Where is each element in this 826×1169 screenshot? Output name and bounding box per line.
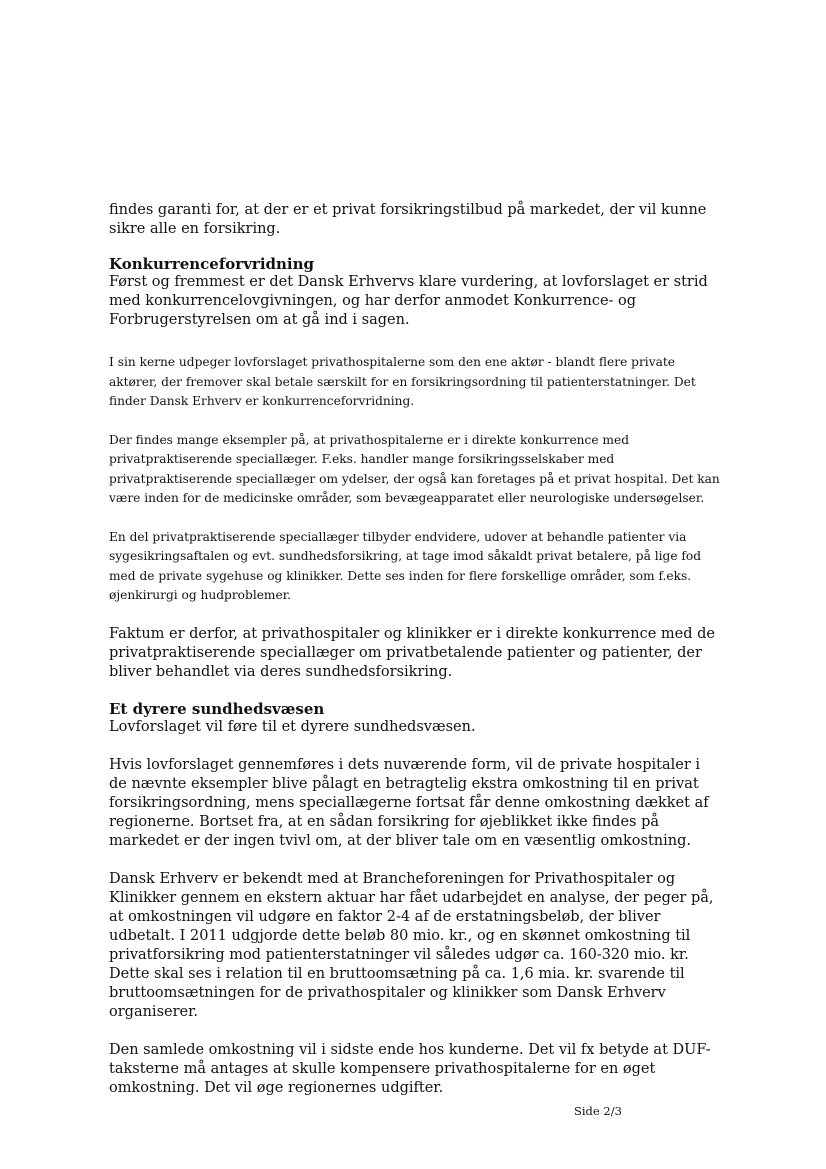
section-heading-sundhedsvaesen: Et dyrere sundhedsvæsen (109, 699, 325, 718)
konkurrence-paragraph-3: Der findes mange eksempler på, at privathospitalerne er i direkte konkurrence med privatpraktiserende speciallæger. F.eks. handler mange forsikringsselskaber med privatpraktiserende speciallæger om ydelser, der også kan foretages på et privat hospital. Det kan være inden for de medicinske områder, som bevægeapparatet eller neurologiske undersøgelser. (109, 432, 720, 505)
sundhedsvaesen-paragraph-2: Hvis lovforslaget gennemføres i dets nuværende form, vil de private hospitaler i de nævnte eksempler blive pålagt en betragtelig ekstra omkostning til en privat forsikringsordning, mens speciallægerne fortsat får denne omkostning dækket af regionerne. Bortset fra, at en sådan forsikring for øjeblikket ikke findes på markedet er der ingen tvivl om, at der bliver tale om en væsentlig omkostning. (109, 756, 709, 849)
sundhedsvaesen-paragraph-1: Lovforslaget vil føre til et dyrere sundhedsvæsen. (109, 718, 476, 735)
intro-paragraph: findes garanti for, at der er et privat forsikringstilbud på markedet, der vil kunne sikre alle en forsikring. (109, 202, 707, 237)
document-page (109, 201, 719, 1098)
section-heading-konkurrence: Konkurrenceforvridning (109, 255, 315, 273)
page-number: Side 2/3 (574, 1104, 622, 1118)
konkurrence-paragraph-2: I sin kerne udpeger lovforslaget privathospitalerne som den ene aktør - blandt flere private aktører, der fremover skal betale særskilt for en forsikringsordning til patienterstatninger. Det finder Dansk Erhverv er konkurrenceforvridning. (109, 355, 696, 408)
konkurrence-paragraph-4: En del privatpraktiserende speciallæger tilbyder endvidere, udover at behandle patienter via sygesikringsaftalen og evt. sundhedsforsikring, at tage imod såkaldt privat betalere, på lige fod med de private sygehuse og klinikker. Dette ses inden for flere forskellige områder, som f.eks. øjenkirurgi og hudproblemer. (109, 529, 702, 602)
sundhedsvaesen-paragraph-4: Den samlede omkostning vil i sidste ende hos kunderne. Det vil fx betyde at DUF-taksterne må antages at skulle kompensere privathospitalerne for en øget omkostning. Det vil øge regionernes udgifter. (109, 1041, 711, 1096)
sundhedsvaesen-paragraph-3: Dansk Erhverv er bekendt med at Brancheforeningen for Privathospitaler og Klinikker gennem en ekstern aktuar har fået udarbejdet en analyse, der peger på, at omkostningen vil udgøre en faktor 2-4 af de erstatningsbeløb, der bliver udbetalt. I 2011 udgjorde dette beløb 80 mio. kr., og en skønnet omkostning til privatforsikring mod patienterstatninger vil således udgør ca. 160-320 mio. kr. Dette skal ses i relation til en bruttoomsætning på ca. 1,6 mia. kr. svarende til bruttoomsætningen for de privathospitaler og klinikker som Dansk Erhverv organiserer. (109, 870, 714, 1020)
konkurrence-paragraph-5: Faktum er derfor, at privathospitaler og klinikker er i direkte konkurrence med de privatpraktiserende speciallæger om privatbetalende patienter og patienter, der bliver behandlet via deres sundhedsforsikring. (109, 625, 715, 680)
konkurrence-paragraph-1: Først og fremmest er det Dansk Erhvervs klare vurdering, at lovforslaget er strid med konkurrencelovgivningen, og har derfor anmodet Konkurrence- og Forbrugerstyrelsen om at gå ind i sagen. (109, 274, 708, 328)
